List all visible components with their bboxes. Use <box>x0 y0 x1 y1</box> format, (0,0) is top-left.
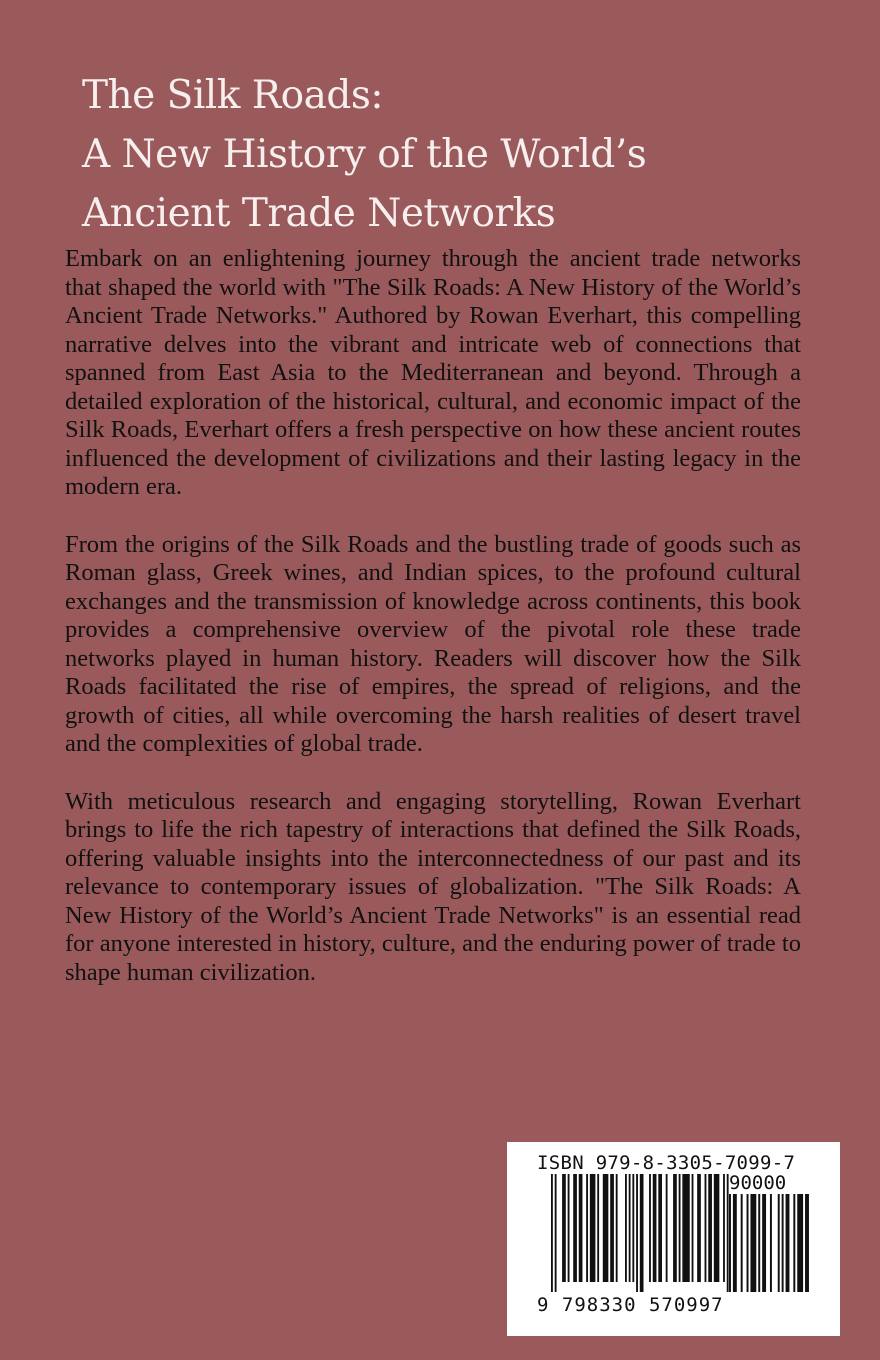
barcode-bar <box>629 1174 631 1282</box>
barcode-bar <box>653 1174 657 1282</box>
barcode-bar <box>649 1174 651 1282</box>
barcode-bar <box>729 1194 731 1292</box>
barcode-bar <box>666 1174 668 1282</box>
barcode-bar <box>590 1174 596 1282</box>
barcode-bar <box>697 1174 701 1282</box>
barcode-bar <box>782 1194 784 1292</box>
barcode-bar <box>778 1194 780 1292</box>
barcode-bar <box>555 1174 557 1292</box>
barcode-bar <box>797 1194 803 1292</box>
title-line: The Silk Roads: <box>82 73 384 118</box>
barcode-bar <box>758 1194 760 1292</box>
barcode-bar <box>741 1194 743 1292</box>
ean-digits: 9 798330 570997 <box>537 1294 724 1316</box>
barcode-bar <box>640 1174 644 1292</box>
barcode-bar <box>658 1174 662 1282</box>
price-addon-code: 90000 <box>729 1172 787 1194</box>
barcode-bar <box>705 1174 707 1282</box>
barcode-bar <box>762 1194 766 1292</box>
isbn-label: ISBN 979-8-3305-7099-7 <box>537 1152 796 1174</box>
barcode-bar <box>805 1194 809 1292</box>
description-paragraph: From the origins of the Silk Roads and the bustling trade of goods such as Roman glass, Greek wines, and Indian spices, to the profound cultural exchanges and the transmission of knowledge across continents, this book provides a comprehensive overview of the pivotal role these trade networks played in human history. Readers will discover how the Silk Roads facilitated the rise of empires, the spread of religions, and the growth of cities, all while overcoming the harsh realities of desert travel and the complexities of global trade. <box>65 530 801 757</box>
book-title <box>82 66 842 243</box>
barcode-bar <box>603 1174 609 1282</box>
description-paragraph: Embark on an enlightening journey through the ancient trade networks that shaped the world with "The Silk Roads: A New History of the World’s Ancient Trade Networks." Authored by Rowan Everhart, this compelling narrative delves into the vibrant and intricate web of connections that spanned from East Asia to the Mediterranean and beyond. Through a detailed exploration of the historical, cultural, and economic impact of the Silk Roads, Everhart offers a fresh perspective on how these ancient routes influenced the development of civilizations and their lasting legacy in the modern era. <box>65 245 801 500</box>
barcode-bar <box>714 1174 720 1282</box>
barcode-bar <box>551 1174 553 1292</box>
barcode-bar <box>573 1174 577 1282</box>
barcode-bar <box>632 1174 634 1282</box>
barcode-bar <box>673 1174 677 1282</box>
barcode-bar <box>750 1194 756 1292</box>
isbn-barcode-panel <box>507 1142 840 1336</box>
addon-barcode-bars <box>729 1194 813 1292</box>
barcode-bar <box>625 1174 627 1282</box>
barcode-bar <box>692 1174 694 1282</box>
barcode-bar <box>562 1174 566 1282</box>
barcode-bar <box>708 1174 712 1282</box>
barcode-bar <box>793 1194 795 1292</box>
barcode-bar <box>579 1174 583 1282</box>
barcode-bar <box>770 1194 772 1292</box>
description-paragraph: With meticulous research and engaging storytelling, Rowan Everhart brings to life the rich tapestry of interactions that defined the Silk Roads, offering valuable insights into the interconnectedness of our past and its relevance to contemporary issues of globalization. "The Silk Roads: A New History of the World’s Ancient Trade Networks" is an essential read for anyone interested in history, culture, and the enduring power of trade to shape human civilization. <box>65 787 801 986</box>
barcode-bar <box>682 1174 689 1282</box>
barcode-bar <box>723 1174 725 1282</box>
title-line: Ancient Trade Networks <box>82 191 556 236</box>
barcode-bar <box>747 1194 749 1292</box>
barcode-bar <box>586 1174 588 1282</box>
barcode-bar <box>636 1174 638 1292</box>
barcode-bar <box>568 1174 570 1282</box>
barcode-bar <box>610 1174 614 1282</box>
barcode-bar <box>679 1174 681 1282</box>
book-description <box>65 245 801 1016</box>
barcode-bar <box>733 1194 737 1292</box>
ean-barcode-bars <box>551 1174 729 1292</box>
barcode-bar <box>786 1194 790 1292</box>
barcode-bar <box>597 1174 599 1282</box>
title-line: A New History of the World’s <box>82 132 647 177</box>
barcode-bar <box>616 1174 618 1282</box>
